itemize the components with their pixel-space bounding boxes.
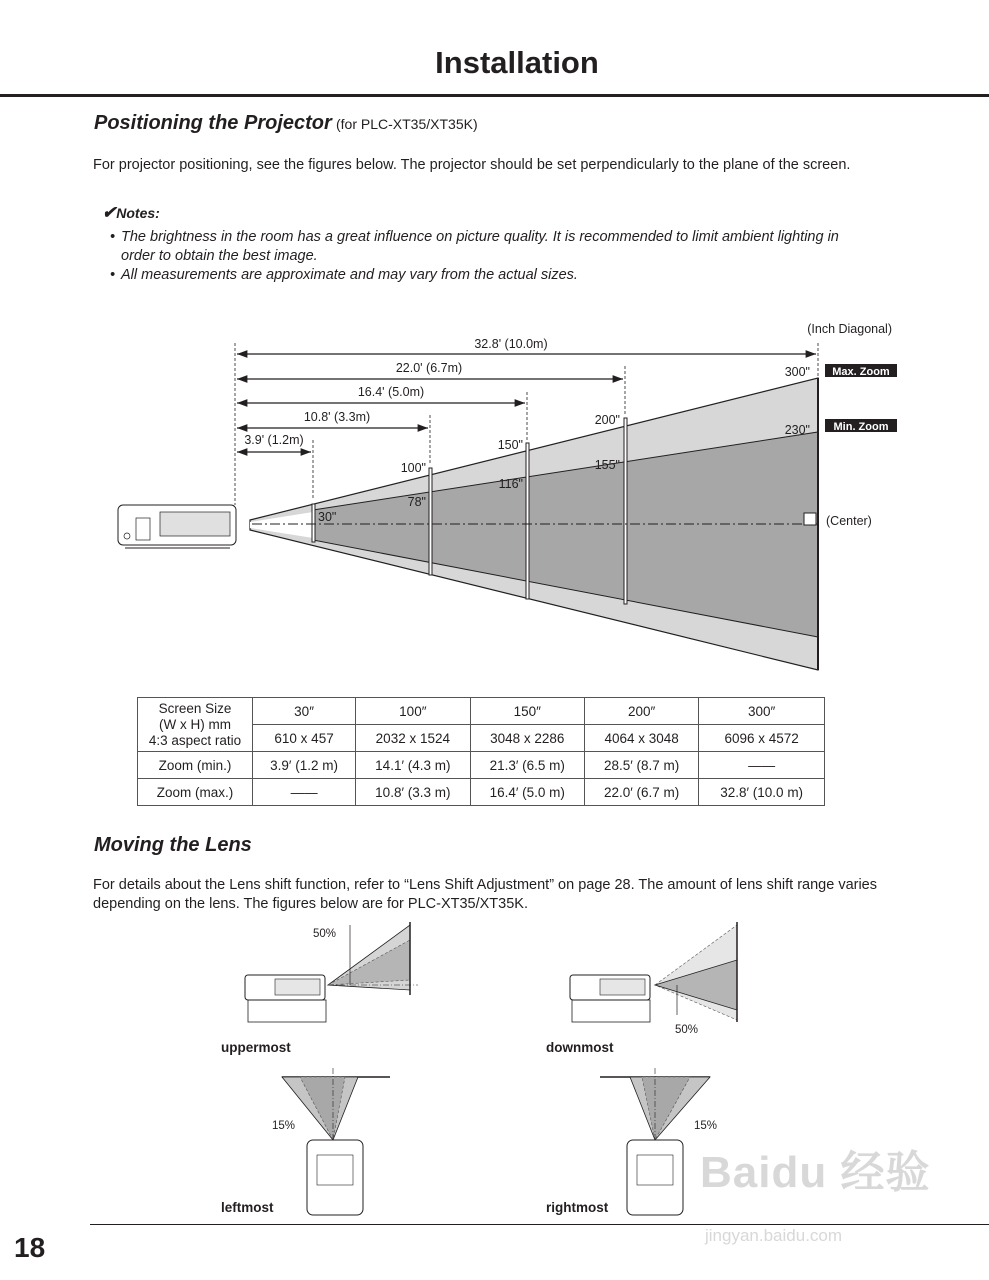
header-line: Screen Size [158, 700, 232, 716]
distance-label: 32.8' (10.0m) [474, 337, 548, 351]
center-marker [804, 513, 816, 525]
check-icon: ✔ [102, 203, 117, 222]
table-row [138, 752, 825, 779]
size-label-min: 230" [784, 423, 810, 437]
size-label-max: 150" [497, 438, 523, 452]
throw-distance-diagram [0, 310, 989, 690]
bullet-icon: • [110, 229, 116, 245]
row-label: Zoom (max.) [138, 779, 253, 806]
min-zoom-badge: Min. Zoom [833, 421, 889, 433]
size-label-min: 30" [318, 510, 337, 524]
note-item [110, 266, 870, 285]
projector-side-icon [118, 505, 236, 548]
model-note: (for PLC-XT35/XT35K) [336, 116, 478, 132]
size-label-max: 200" [594, 413, 620, 427]
table-cell: 10.8′ (3.3 m) [356, 779, 470, 806]
table-cell: —— [699, 752, 825, 779]
table-row [138, 779, 825, 806]
positioning-intro: For projector positioning, see the figures below. The projector should be set perpendicularly to the plane of the screen. [93, 157, 851, 173]
shift-percent: 15% [272, 1120, 296, 1132]
downmost-figure [570, 922, 737, 1036]
note-text: All measurements are approximate and may vary from the actual sizes. [121, 267, 578, 283]
figure-caption: rightmost [546, 1200, 609, 1215]
size-label-min: 78" [407, 495, 426, 509]
shift-percent: 50% [313, 928, 337, 940]
row-label: Zoom (min.) [138, 752, 253, 779]
page-title: Installation [435, 45, 599, 80]
leftmost-figure [272, 1068, 390, 1215]
title-rule [0, 94, 989, 97]
baidu-watermark-url: jingyan.baidu.com [705, 1226, 843, 1245]
max-zoom-badge: Max. Zoom [832, 366, 890, 378]
table-cell: 6096 x 4572 [699, 725, 825, 752]
baidu-watermark-logo: Baidu 经验 [700, 1148, 931, 1197]
section-heading-positioning: Positioning the Projector [94, 112, 332, 134]
uppermost-figure [245, 922, 418, 1022]
notes-label: Notes: [116, 205, 160, 221]
inch-diagonal-label: (Inch Diagonal) [807, 322, 892, 336]
table-cell: 30″ [253, 698, 356, 725]
size-label-min: 155" [594, 458, 620, 472]
figure-caption: leftmost [221, 1200, 274, 1215]
table-row [138, 698, 825, 725]
size-label-max: 300" [784, 365, 810, 379]
table-cell: 21.3′ (6.5 m) [470, 752, 584, 779]
size-label-max: 100" [400, 461, 426, 475]
section-heading-lens: Moving the Lens [94, 834, 252, 856]
note-text: The brightness in the room has a great influence on picture quality. It is recommended to limit ambient lighting in order to obtain the best image. [121, 229, 839, 264]
note-item [110, 228, 870, 266]
shift-percent: 15% [694, 1120, 718, 1132]
lens-intro: For details about the Lens shift function, refer to “Lens Shift Adjustment” on page 28. The amount of lens shift range varies depending on the lens. The figures below are for PLC-XT35/XT35K. [93, 877, 877, 912]
table-cell: 200″ [584, 698, 698, 725]
table-cell: 150″ [470, 698, 584, 725]
table-cell: 16.4′ (5.0 m) [470, 779, 584, 806]
screen-size-table [137, 697, 825, 806]
distance-label: 3.9' (1.2m) [244, 433, 304, 447]
table-cell: 610 x 457 [253, 725, 356, 752]
table-cell: 2032 x 1524 [356, 725, 470, 752]
screen-size-header [138, 698, 253, 752]
shift-percent: 50% [675, 1024, 699, 1036]
figure-caption: downmost [546, 1040, 614, 1055]
bullet-icon: • [110, 267, 116, 283]
notes-list [110, 228, 870, 285]
notes-heading [102, 203, 160, 223]
table-cell: —— [253, 779, 356, 806]
table-cell: 32.8′ (10.0 m) [699, 779, 825, 806]
table-cell: 3048 x 2286 [470, 725, 584, 752]
page-number: 18 [14, 1232, 46, 1263]
table-cell: 4064 x 3048 [584, 725, 698, 752]
center-label: (Center) [826, 514, 872, 528]
distance-label: 16.4' (5.0m) [357, 385, 425, 399]
table-cell: 22.0′ (6.7 m) [584, 779, 698, 806]
table-cell: 28.5′ (8.7 m) [584, 752, 698, 779]
distance-label: 22.0' (6.7m) [395, 361, 463, 375]
distance-label: 10.8' (3.3m) [303, 410, 371, 424]
table-cell: 14.1′ (4.3 m) [356, 752, 470, 779]
table-cell: 3.9′ (1.2 m) [253, 752, 356, 779]
size-label-min: 116" [498, 477, 523, 491]
header-line: (W x H) mm [159, 716, 231, 732]
figure-caption: uppermost [221, 1040, 291, 1055]
table-cell: 100″ [356, 698, 470, 725]
header-line: 4:3 aspect ratio [148, 732, 242, 748]
footer-rule [90, 1224, 989, 1225]
table-cell: 300″ [699, 698, 825, 725]
